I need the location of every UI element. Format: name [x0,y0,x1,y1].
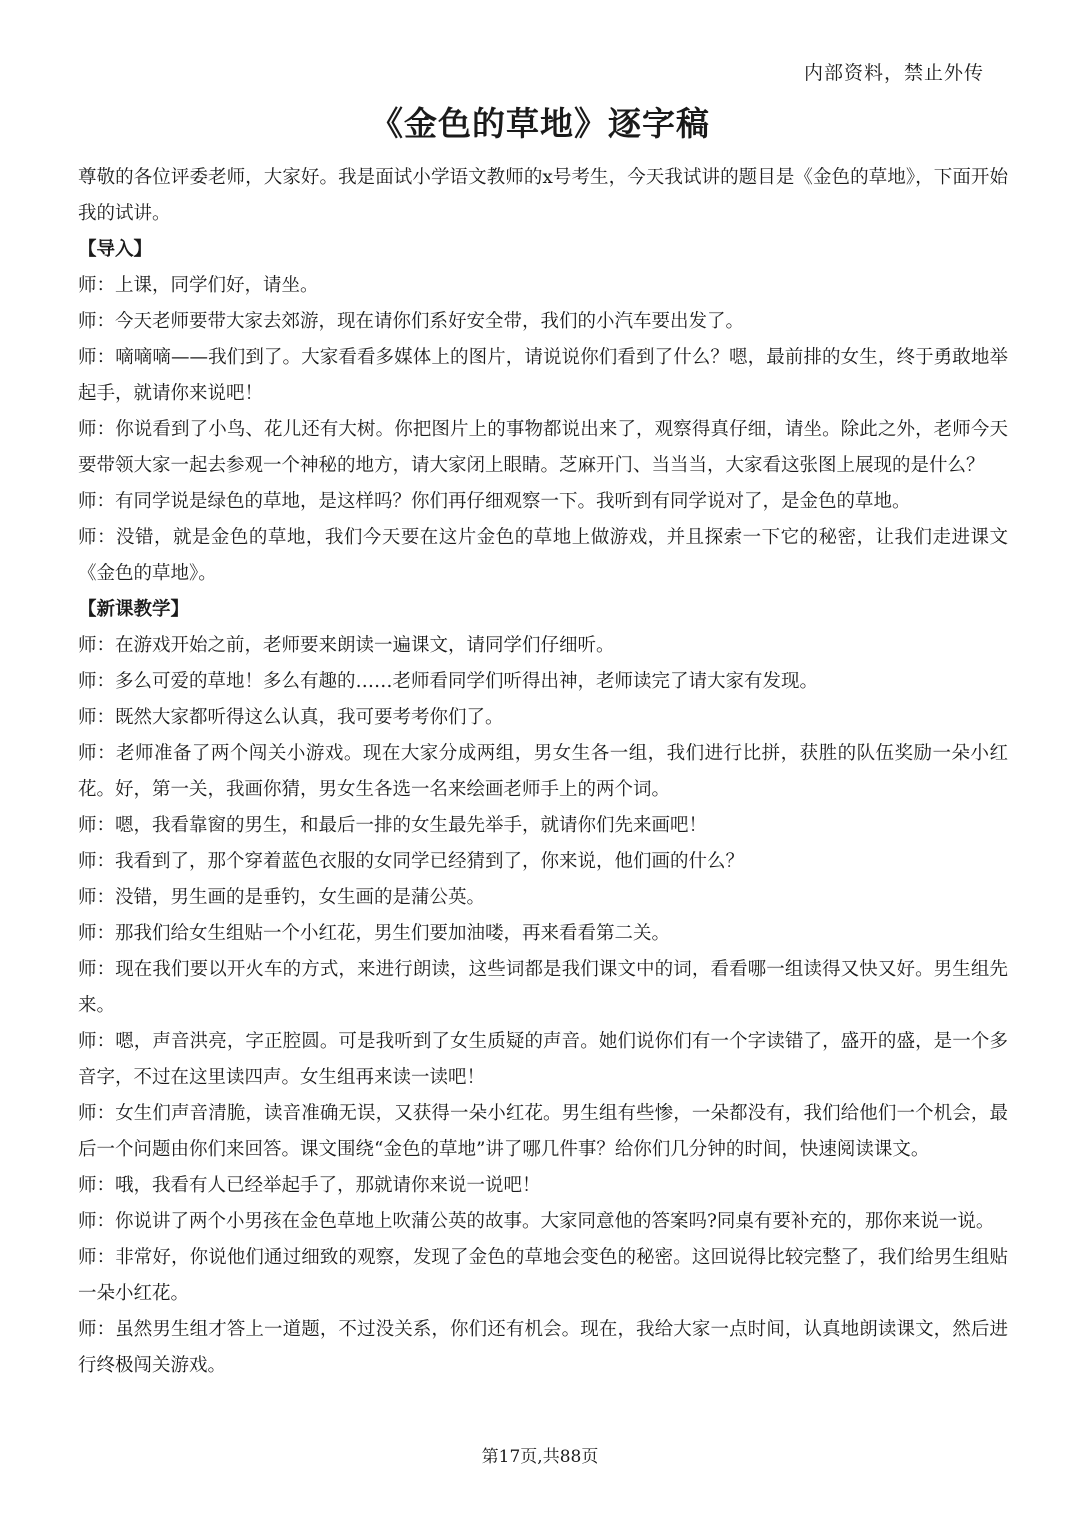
page-number: 第17页,共88页 [481,1447,599,1467]
dialogue-line: 师：没错，就是金色的草地，我们今天要在这片金色的草地上做游戏，并且探索一下它的秘密，让我们走进课文《金色的草地》。 [78,527,1008,584]
dialogue-line: 师：我看到了，那个穿着蓝色衣服的女同学已经猜到了，你来说，他们画的什么？ [78,851,745,872]
dialogue-line: 师：老师准备了两个闯关小游戏。现在大家分成两组，男女生各一组，我们进行比拼，获胜的队伍奖励一朵小红花。好，第一关，我画你猜，男女生各选一名来绘画老师手上的两个词。 [78,743,1008,800]
section-heading-intro: 【导入】 [78,239,153,260]
dialogue-line: 师：女生们声音清脆，读音准确无误，又获得一朵小红花。男生组有些惨，一朵都没有，我们给他们一个机会，最后一个问题由你们来回答。课文围绕“金色的草地”讲了哪几件事？给你们几分钟的时间，快速阅读课文。 [78,1103,1008,1160]
dialogue-line: 师：嘀嘀嘀——我们到了。大家看看多媒体上的图片，请说说你们看到了什么？嗯，最前排的女生，终于勇敢地举起手，就请你来说吧！ [78,347,1008,404]
dialogue-line: 师：今天老师要带大家去郊游，现在请你们系好安全带，我们的小汽车要出发了。 [78,311,745,332]
dialogue-line: 师：既然大家都听得这么认真，我可要考考你们了。 [78,707,504,728]
dialogue-line: 师：你说看到了小鸟、花儿还有大树。你把图片上的事物都说出来了，观察得真仔细，请坐。除此之外，老师今天要带领大家一起去参观一个神秘的地方，请大家闭上眼睛。芝麻开门、当当当，大家看这张图上展现的是什么？ [78,419,1008,476]
section-heading-new-lesson: 【新课教学】 [78,599,190,620]
dialogue-line: 师：非常好，你说他们通过细致的观察，发现了金色的草地会变色的秘密。这回说得比较完整了，我们给男生组贴一朵小红花。 [78,1247,1008,1304]
dialogue-line: 师：没错，男生画的是垂钓，女生画的是蒲公英。 [78,887,486,908]
dialogue-line: 师：嗯，我看靠窗的男生，和最后一排的女生最先举手，就请你们先来画吧！ [78,815,708,836]
confidential-note: 内部资料，禁止外传 [803,62,984,84]
dialogue-line: 师：上课，同学们好，请坐。 [78,275,319,296]
page-title: 《金色的草地》逐字稿 [370,104,710,143]
dialogue-line: 师：哦，我看有人已经举起手了，那就请你来说一说吧！ [78,1175,541,1196]
dialogue-line: 师：你说讲了两个小男孩在金色草地上吹蒲公英的故事。大家同意他的答案吗?同桌有要补充的，那你来说一说。 [78,1211,995,1232]
document-body [78,160,1008,1384]
dialogue-line: 师：有同学说是绿色的草地，是这样吗？你们再仔细观察一下。我听到有同学说对了，是金色的草地。 [78,491,911,512]
intro-paragraph: 尊敬的各位评委老师，大家好。我是面试小学语文教师的x号考生，今天我试讲的题目是《金色的草地》，下面开始我的试讲。 [78,167,1008,224]
dialogue-line: 师：在游戏开始之前，老师要来朗读一遍课文，请同学们仔细听。 [78,635,615,656]
dialogue-line: 师：现在我们要以开火车的方式，来进行朗读，这些词都是我们课文中的词，看看哪一组读得又快又好。男生组先来。 [78,959,1008,1016]
dialogue-line: 师：虽然男生组才答上一道题，不过没关系，你们还有机会。现在，我给大家一点时间，认真地朗读课文，然后进行终极闯关游戏。 [78,1319,1008,1376]
dialogue-line: 师：嗯，声音洪亮，字正腔圆。可是我听到了女生质疑的声音。她们说你们有一个字读错了，盛开的盛，是一个多音字，不过在这里读四声。女生组再来读一读吧！ [78,1031,1008,1088]
dialogue-line: 师：多么可爱的草地！多么有趣的……老师看同学们听得出神，老师读完了请大家有发现。 [78,671,819,692]
dialogue-line: 师：那我们给女生组贴一个小红花，男生们要加油喽，再来看看第二关。 [78,923,671,944]
